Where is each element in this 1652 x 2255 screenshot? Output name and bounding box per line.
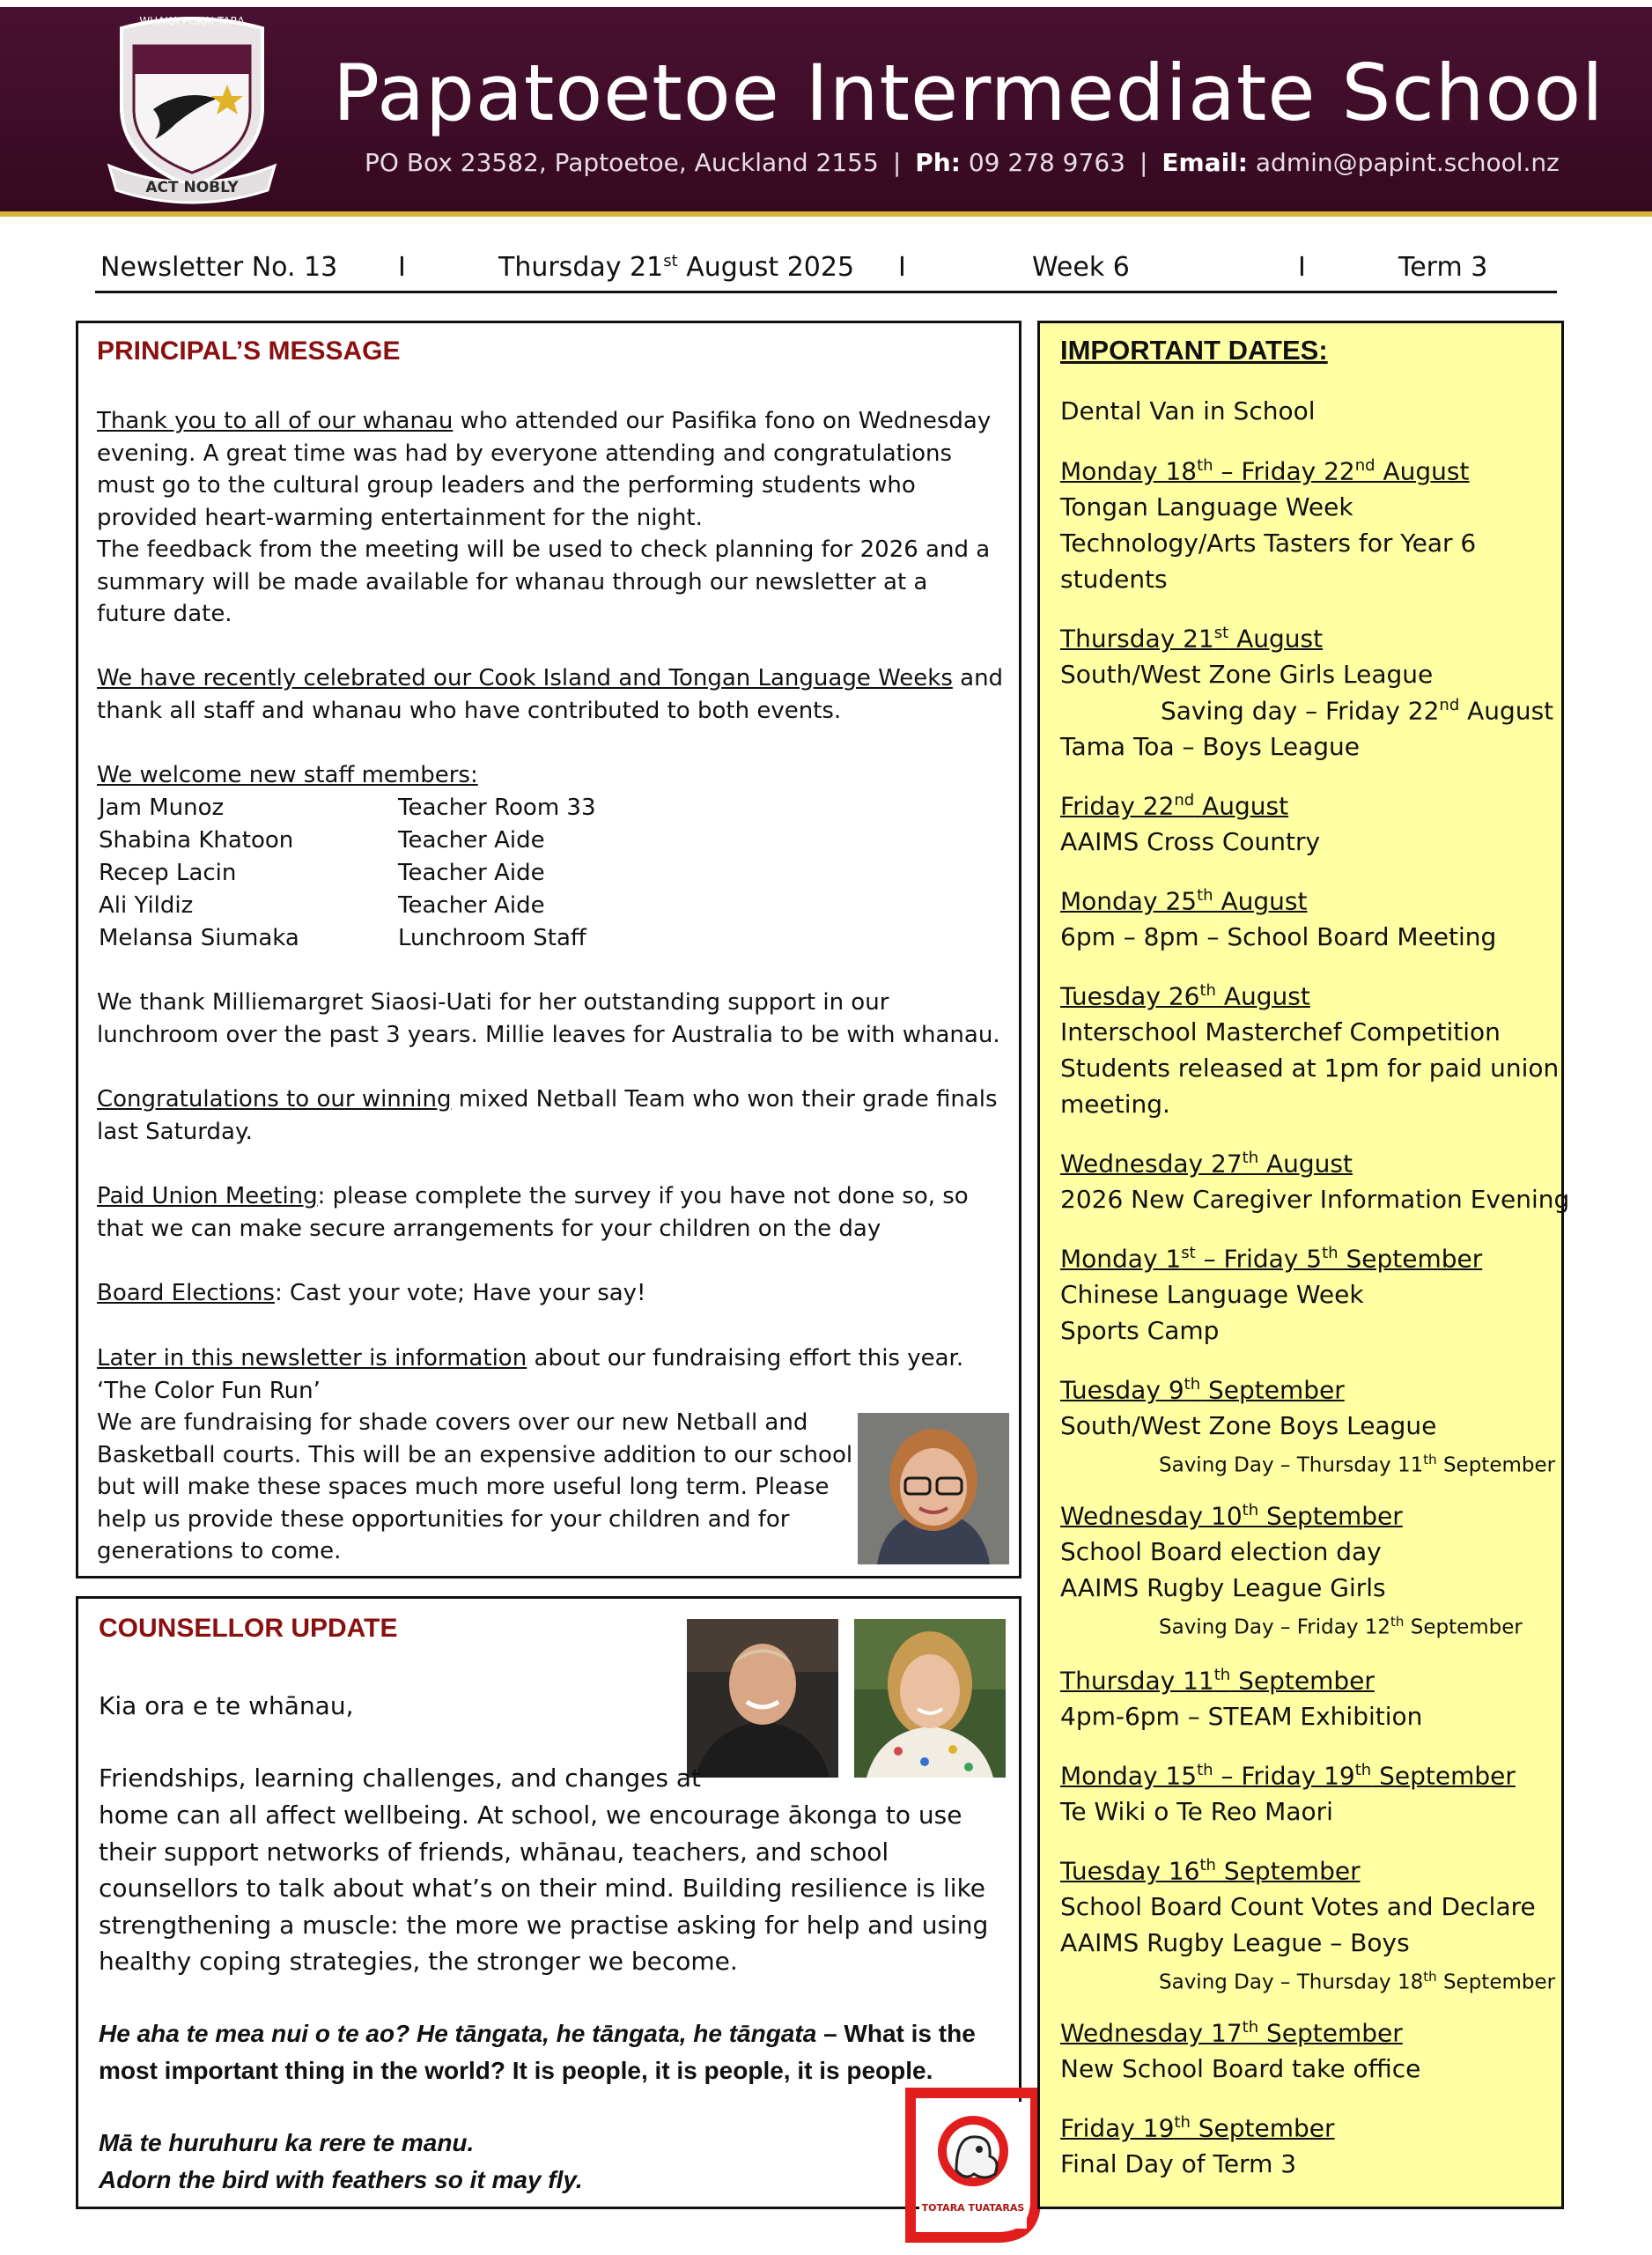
date-heading: Friday 19th September [1060,2113,1335,2143]
phone: 09 278 9763 [968,148,1125,177]
date-heading: Wednesday 27th August [1060,1149,1353,1179]
staff-role: Teacher Aide [398,827,545,854]
date-event: AAIMS Rugby League – Boys [1060,1928,1410,1957]
date-event: School Board Count Votes and Declare [1060,1892,1536,1921]
date-event: Saving Day – Thursday 18th September [1159,1969,1556,1994]
date-heading: Monday 25th August [1060,886,1308,916]
principal-title: PRINCIPAL’S MESSAGE [97,336,401,366]
date-event: 2026 New Caregiver Information Evening [1060,1185,1570,1214]
date-heading: Monday 15th – Friday 19th September [1060,1761,1516,1791]
address: PO Box 23582, Paptoetoe, Auckland 2155 [365,148,879,177]
date-event: Interschool Masterchef Competition [1060,1017,1501,1046]
school-name: Papatoetoe Intermediate School [333,48,1604,138]
principal-paragraph-8: We are fundraising for shade covers over our new Netball and Basketball courts. This will be an expensive addition to our school but will make these spaces much more useful long term. Please help us provide these opportunities for your children and for generations to come. [97,1409,853,1564]
totara-tuataras-logo-icon [903,2086,1043,2244]
meta-separator: I [398,252,406,283]
date-heading: Tuesday 16th September [1060,1856,1361,1886]
date-event: School Board election day [1060,1537,1382,1566]
week-label: Week 6 [1032,252,1130,283]
date-event: Saving day – Friday 22nd August [1161,696,1554,726]
counsellor-photo-1 [687,1619,838,1778]
staff-name: Ali Yildiz [99,892,194,919]
principal-paragraph-7: Later in this newsletter is information about our fundraising effort this year. ‘The Color Fun Run’ [97,1345,964,1404]
principal-paragraph-1: Thank you to all of our whanau who attended our Pasifika fono on Wednesday evening. A great time was had by everyone attending and congratulations must go to the cultural group leaders and the performing students who provided heart-warming entertainment for the night. The feedback from the meeting will be used to check planning for 2026 and a summary will be made available for whanau through our newsletter at a future date. [97,408,992,627]
staff-role: Teacher Aide [398,860,545,886]
date-event: AAIMS Rugby League Girls [1060,1573,1386,1602]
date-event: Tama Toa – Boys League [1060,732,1361,761]
staff-name: Melansa Siumaka [99,925,299,951]
date-event: South/West Zone Girls League [1060,660,1434,689]
newsletter-date: Thursday 21st August 2025 [498,252,855,283]
date-event: South/West Zone Boys League [1060,1411,1437,1440]
staff-role: Teacher Room 33 [398,795,596,821]
principal-paragraph-4: Congratulations to our winning mixed Netball Team who won their grade finals last Saturday. [97,1086,998,1145]
staff-name: Recep Lacin [99,860,237,886]
date-event: students [1060,565,1168,594]
date-event: Tongan Language Week [1060,492,1353,521]
school-crest-icon [104,11,280,206]
date-event: AAIMS Cross Country [1060,827,1321,856]
date-event: 6pm – 8pm – School Board Meeting [1060,922,1497,951]
meta-separator: I [898,252,906,283]
date-event: Dental Van in School [1060,396,1316,425]
date-heading: Thursday 21st August [1060,624,1324,654]
date-event: Students released at 1pm for paid union [1060,1054,1560,1083]
meta-separator: I [1298,252,1306,283]
date-event: Sports Camp [1060,1316,1220,1345]
principal-paragraph-3: We thank Milliemargret Siaosi-Uati for her outstanding support in our lunchroom over the past 3 years. Millie leaves for Australia to be with whanau. [97,989,1000,1048]
date-heading: Monday 18th – Friday 22nd August [1060,456,1470,486]
date-event: meeting. [1060,1090,1170,1119]
counsellor-proverb-translation: Adorn the bird with feathers so it may fly. [99,2166,583,2193]
svg-text:TOTARA TUATARAS: TOTARA TUATARAS [921,2202,1025,2214]
contact-line: PO Box 23582, Paptoetoe, Auckland 2155 | Ph: 09 278 9763 | Email: admin@papint.school.nz [365,148,1560,177]
principal-photo [858,1413,1009,1564]
principal-paragraph-6: Board Elections: Cast your vote; Have your say! [97,1280,646,1306]
date-event: Chinese Language Week [1060,1280,1364,1309]
date-event: 4pm-6pm – STEAM Exhibition [1060,1702,1423,1731]
term-label: Term 3 [1398,252,1488,283]
date-event: Final Day of Term 3 [1060,2149,1297,2178]
date-event: Saving Day – Friday 12th September [1159,1614,1523,1639]
date-heading: Wednesday 10th September [1060,1501,1403,1531]
counsellor-title: COUNSELLOR UPDATE [99,1614,398,1643]
counsellor-proverb: Mā te huruhuru ka rere te manu. [99,2129,475,2156]
date-heading: Thursday 11th September [1060,1666,1375,1696]
svg-text:WHAKA POKAI TARA: WHAKA POKAI TARA [139,15,245,27]
principal-paragraph-2: We have recently celebrated our Cook Island and Tongan Language Weeks and thank all staff and whanau who have contributed to both events. [97,665,1004,724]
date-event: New School Board take office [1060,2054,1421,2083]
important-dates-title: IMPORTANT DATES: [1060,335,1328,366]
staff-name: Jam Munoz [99,795,225,821]
date-heading: Monday 1st – Friday 5th September [1060,1244,1483,1274]
header-banner [0,7,1652,217]
date-heading: Tuesday 26th August [1060,981,1310,1011]
counsellor-body-line: Friendships, learning challenges, and changes at [99,1763,701,1793]
counsellor-quote: He aha te mea nui o te ao? He tāngata, he tāngata, he tāngata – What is the most important thing in the world? It is people, it is people, it is people. [99,2020,976,2084]
counsellor-body: home can all affect wellbeing. At school, we encourage ākonga to use their support networks of friends, whānau, teachers, and school counsellors to talk about what’s on their mind. Building resilience is like strengthening a muscle: the more we practise asking for help and using healthy coping strategies, the stronger we become. [99,1800,989,1976]
svg-text:ACT NOBLY: ACT NOBLY [145,179,239,196]
staff-name: Shabina Khatoon [99,827,294,854]
date-heading: Wednesday 17th September [1060,2018,1403,2048]
newsletter-number: Newsletter No. 13 [100,252,338,283]
date-event: Technology/Arts Tasters for Year 6 [1060,529,1477,558]
meta-divider [95,291,1557,293]
date-event: Te Wiki o Te Reo Maori [1060,1797,1333,1826]
counsellor-greeting: Kia ora e te whānau, [99,1691,354,1720]
counsellor-photo-2 [854,1619,1006,1778]
staff-heading: We welcome new staff members: [97,762,478,788]
staff-role: Lunchroom Staff [398,925,586,951]
date-heading: Friday 22nd August [1060,791,1289,821]
email-link[interactable]: admin@papint.school.nz [1255,148,1560,177]
principal-paragraph-5: Paid Union Meeting: please complete the survey if you have not done so, so that we can make secure arrangements for your children on the day [97,1183,969,1242]
date-heading: Tuesday 9th September [1060,1375,1345,1405]
date-event: Saving Day – Thursday 11th September [1159,1452,1556,1477]
staff-role: Teacher Aide [398,892,545,919]
